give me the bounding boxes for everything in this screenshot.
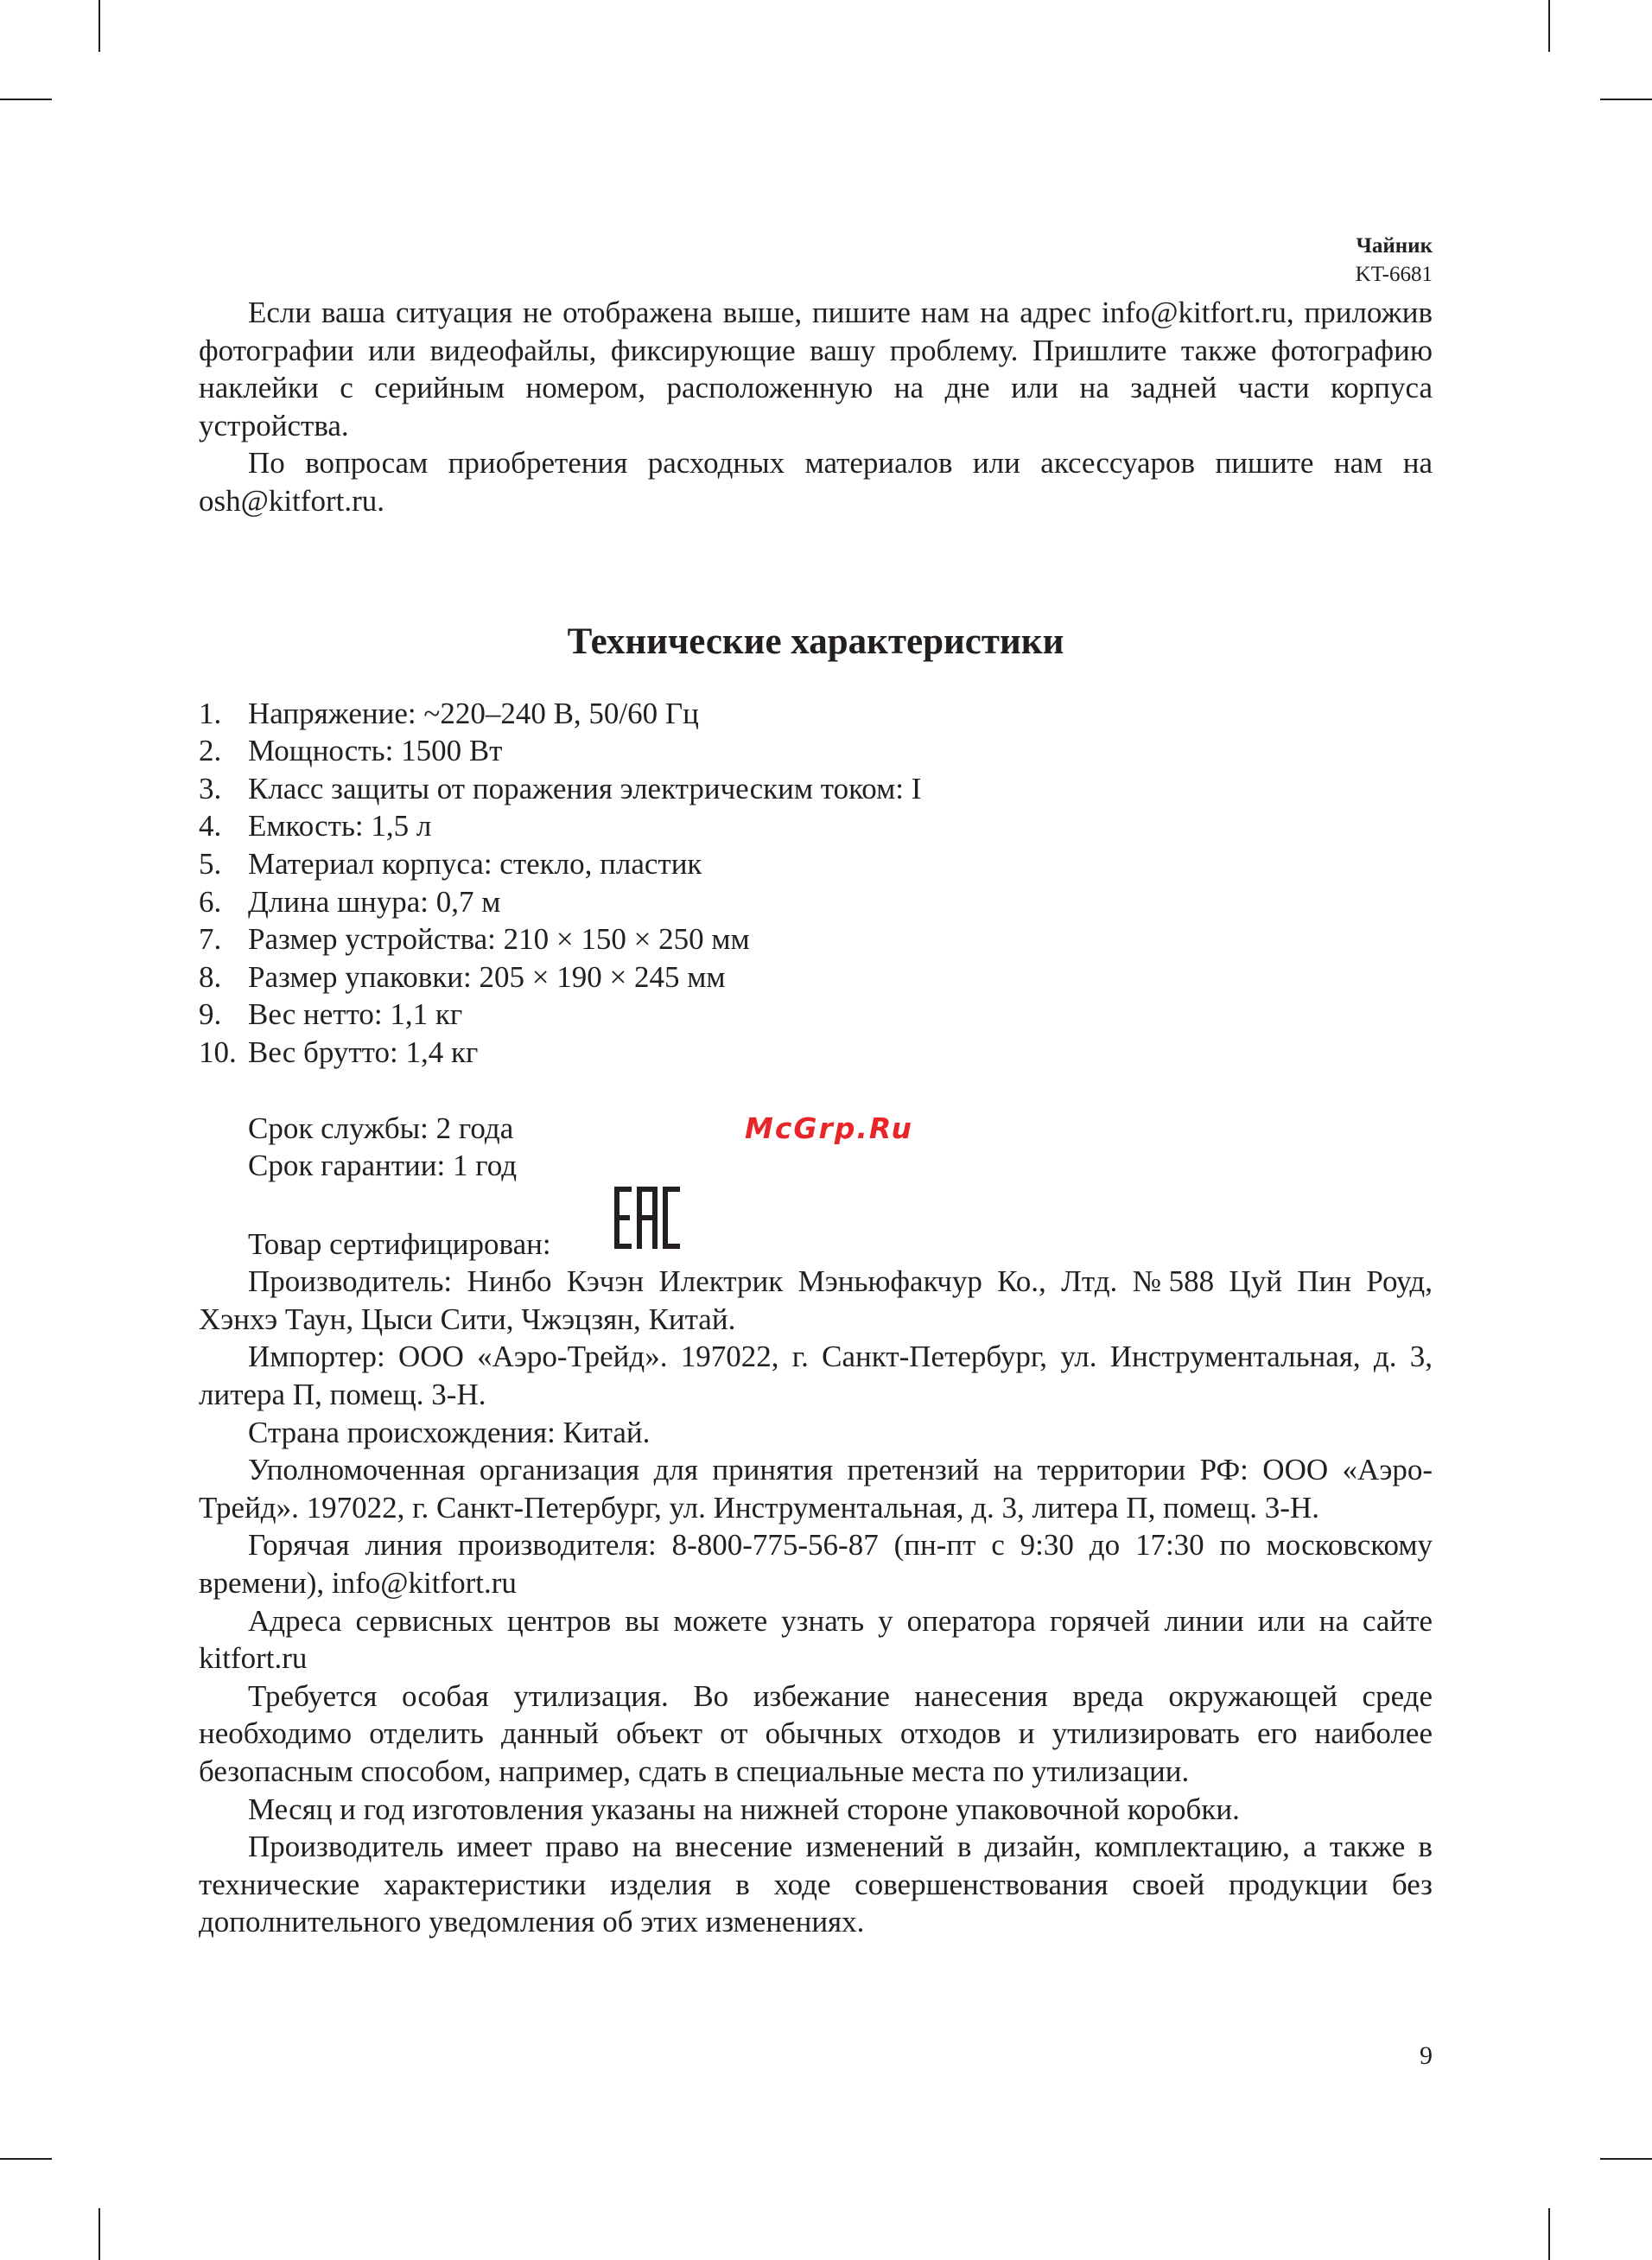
warranty: Срок гарантии: 1 год: [248, 1149, 518, 1183]
spec-item: 2. Мощность: 1500 Вт: [199, 734, 503, 768]
importer: Импортер: ООО «Аэро-Трейд». 197022, г. Санкт-Петербург, ул. Инструментальная, д. 3, литера П, помещ. 3-Н.: [199, 1340, 1433, 1412]
service-life: Срок службы: 2 года: [248, 1111, 514, 1145]
product-info: [199, 1110, 1433, 1941]
crop-mark: [1600, 99, 1652, 100]
hotline: Горячая линия производителя: 8-800-775-56-87 (пн-пт с 9:30 до 17:30 по московскому времени), info@kitfort.ru: [199, 1528, 1433, 1601]
intro-paragraph: По вопросам приобретения расходных материалов или аксессуаров пишите нам на osh@kitfort.ru.: [199, 446, 1433, 518]
watermark: McGrp.Ru: [745, 1111, 914, 1145]
spec-item: 9. Вес нетто: 1,1 кг: [199, 997, 463, 1032]
spec-item: 1. Напряжение: ~220–240 В, 50/60 Гц: [199, 696, 699, 730]
page-number: 9: [1420, 2041, 1433, 2070]
spec-item: 6. Длина шнура: 0,7 м: [199, 884, 501, 919]
header-model: KT-6681: [1355, 263, 1433, 286]
authorized-organization: Уполномоченная организация для принятия претензий на территории РФ: ООО «Аэро-Трейд». 197022, г. Санкт-Петербург, ул. Инструментальная, д. 3, литера П, помещ. 3-Н.: [199, 1453, 1433, 1525]
spec-item: 7. Размер устройства: 210 × 150 × 250 мм: [199, 922, 750, 957]
crop-mark: [1548, 2208, 1550, 2260]
crop-mark: [98, 2208, 100, 2260]
specs-list: [199, 695, 1433, 1072]
spec-item: 8. Размер упаковки: 205 × 190 × 245 мм: [199, 959, 726, 994]
spec-item: 4. Емкость: 1,5 л: [199, 809, 432, 844]
crop-mark: [1548, 0, 1550, 52]
manufacturer: Производитель: Нинбо Кэчэн Илектрик Мэньюфакчур Ко., Лтд. №588 Цуй Пин Роуд, Хэнхэ Таун, Цыси Сити, Чжэцзян, Китай.: [199, 1264, 1433, 1336]
crop-mark: [0, 99, 52, 100]
crop-mark: [0, 2158, 52, 2160]
intro-paragraph: Если ваша ситуация не отображена выше, пишите нам на адрес info@kitfort.ru, приложив фотографии или видеофайлы, фиксирующие вашу проблему. Пришлите также фотографию наклейки с серийным номером, расположенную на дне или на задней части корпуса устройства.: [199, 296, 1433, 442]
service-centers: Адреса сервисных центров вы можете узнать у оператора горячей линии или на сайте kitfort.ru: [199, 1603, 1433, 1676]
certified-label: Товар сертифицирован:: [248, 1226, 551, 1261]
section-title: Технические характеристики: [567, 621, 1064, 662]
eac-mark-icon: [563, 1185, 682, 1260]
crop-mark: [1600, 2158, 1652, 2160]
disposal-notice: Требуется особая утилизация. Во избежание нанесения вреда окружающей среде необходимо отделить данный объект от обычных отходов и утилизировать его наиболее безопасным способом, например, сдать в специальные места по утилизации.: [199, 1678, 1433, 1788]
crop-mark: [98, 0, 100, 52]
running-header: [1356, 232, 1433, 289]
spec-item: 10. Вес брутто: 1,4 кг: [199, 1035, 479, 1069]
eac-logo: [613, 1185, 682, 1251]
header-title: Чайник: [1356, 234, 1433, 258]
spec-item: 3. Класс защиты от поражения электрическим током: I: [199, 771, 922, 805]
spec-item: 5. Материал корпуса: стекло, пластик: [199, 846, 702, 881]
manufacture-date-note: Месяц и год изготовления указаны на нижней стороне упаковочной коробки.: [248, 1792, 1240, 1826]
certification-line: [199, 1185, 1433, 1264]
country-of-origin: Страна происхождения: Китай.: [248, 1415, 651, 1449]
rights-notice: Производитель имеет право на внесение изменений в дизайн, комплектацию, а также в технические характеристики изделия в ходе совершенствования своей продукции без дополнительного уведомления об этих изменениях.: [199, 1830, 1433, 1939]
